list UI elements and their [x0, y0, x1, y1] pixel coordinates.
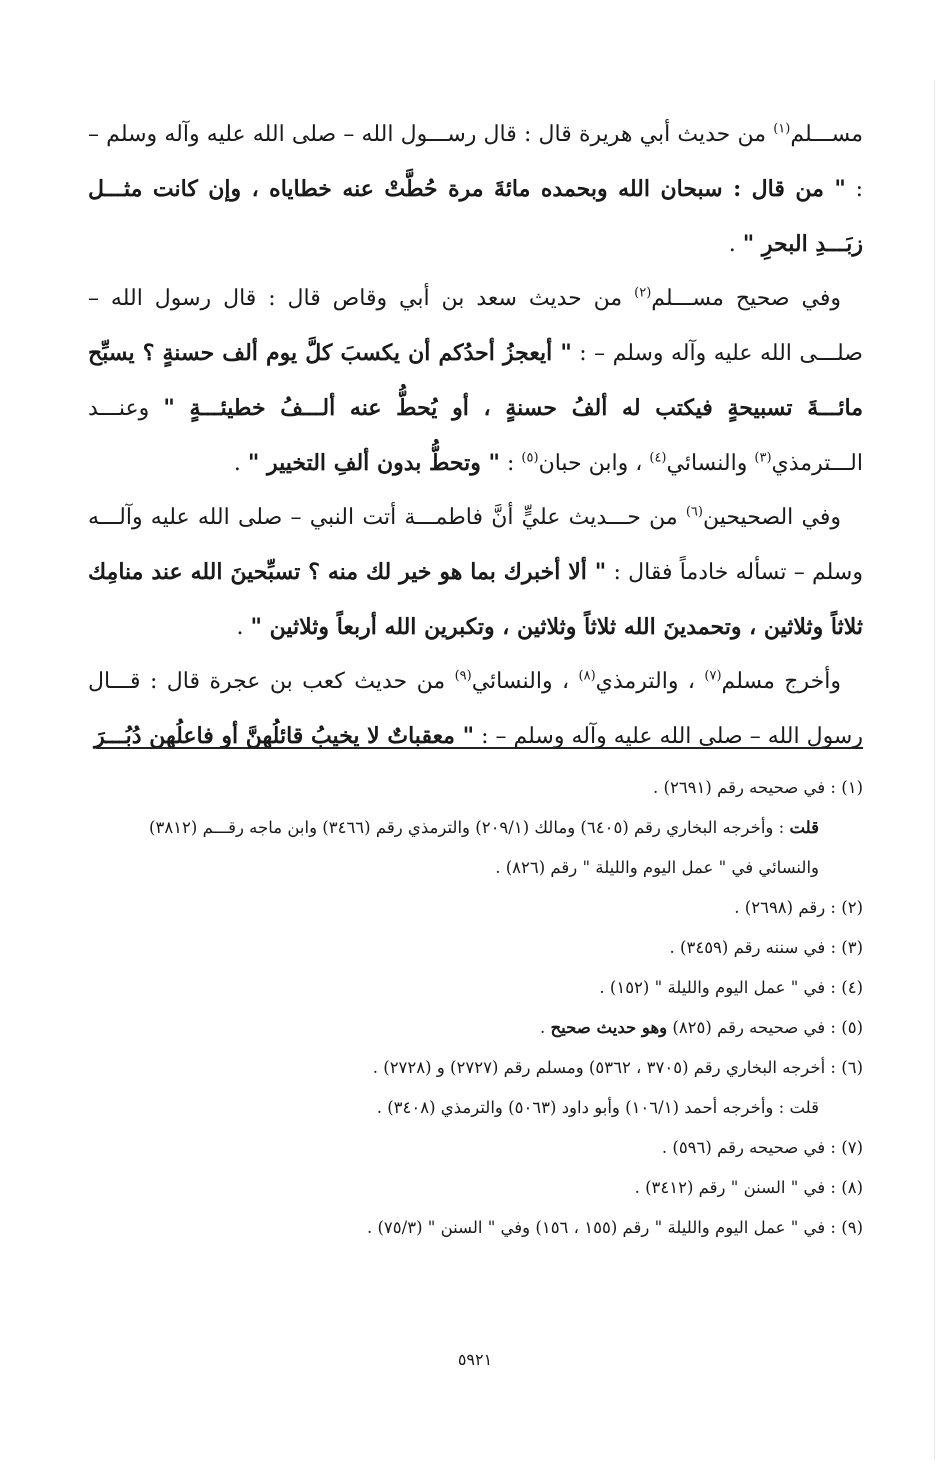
footnote-2: (٢) : رقم (٢٦٩٨) . — [734, 898, 863, 917]
footnote-ref-1: (١) — [773, 121, 791, 137]
paragraph-2: وفي صحيح مســـلم$^{(٢)}$ من حديث سعد بن أبي وقاص قال : قال رسول الله – صلـــى الله عليه وآله وسلم – : " أيعجزُ أحدُكم أن يكسبَ كلَّ يوم ألف حسنةٍ ؟ يسبِّح مائـــةَ تسبيحةٍ فيكتب له ألفُ حسنةٍ ، أو يُحطُّ عنه ألـــفُ خطيئـــةٍ " وعنـــد الـــترمذي$^{(٣)}$ والنسائي$^{(٤)}$ ، وابن حبان$^{(٥)}$ : " وتحطُّ بدون ألفِ التخيير " . — [88, 285, 863, 476]
main-text — [88, 108, 863, 764]
footnote-4: (٤) : في " عمل اليوم والليلة " (١٥٢) . — [599, 978, 863, 997]
paragraph-1: مســـلم$^{(١)}$ من حديث أبي هريرة قال : قال رســـول الله – صلى الله عليه وآله وسلم – : " من قال : سبحان الله وبحمده مائةَ مرة حُطَّتْ عنه خطاياه ، وإن كانت مثـــل زبَـــدِ البحرِ " . — [88, 121, 864, 257]
footnote-6: (٦) : أخرجه البخاري رقم (٣٧٠٥ ، ٥٣٦٢) ومسلم رقم (٢٧٢٧) و (٢٧٢٨) . — [372, 1058, 863, 1077]
footnote-9: (٩) : في " عمل اليوم والليلة " رقم (١٥٥ ، ١٥٦) وفي " السنن " (٧٥/٣) . — [366, 1218, 863, 1237]
footnote-ref-3: (٣) — [754, 450, 772, 466]
footnote-ref-6: (٦) — [685, 504, 703, 520]
hadith-quote-1: " من قال : سبحان الله وبحمده مائةَ مرة حُطَّتْ عنه خطاياه ، وإن كانت مثـــل زبَـــدِ البحرِ " — [88, 176, 863, 257]
footnote-1-note: قلت : وأخرجه البخاري رقم (٦٤٠٥) ومالك (٢٠٩/١) والترمذي رقم (٣٤٦٦) وابن ماجه رقـــم (٣٨١٢) والنسائي في " عمل اليوم والليلة " رقم (٨٢٦) . — [149, 818, 819, 877]
footnote-6-note: قلت : وأخرجه أحمد (١٠٦/١) وأبو داود (٥٠٦٣) والترمذي (٣٤٠٨) . — [376, 1098, 819, 1117]
paragraph-4: وأخرج مسلم$^{(٧)}$ ، والترمذي$^{(٨)}$ ، والنسائي$^{(٩)}$ من حديث كعب بن عجرة قال : قـــال رسول الله – صلى الله عليه وآله وسلم – : " معقباتٌ لا يخيبُ قائلُهنَّ أو فاعلُهن دُبُـــرَ — [88, 668, 863, 749]
paragraph-3: وفي الصحيحين$^{(٦)}$ من حـــديث عليٍّ أنَّ فاطمـــة أتت النبي – صلى الله عليه وآلـــه وسلم – تسأله خادماً فقال : " ألا أخبرك بما هو خير لك منه ؟ تسبِّحينَ الله عند منامِك ثلاثاً وثلاثين ، وتحمدينَ الله ثلاثاً وثلاثين ، وتكبرين الله أربعاً وثلاثين " . — [88, 504, 863, 640]
footnote-separator — [96, 747, 863, 749]
footnote-1: (١) : في صحيحه رقم (٢٦٩١) . — [653, 778, 863, 797]
footnote-ref-5: (٥) — [521, 450, 539, 466]
hadith-quote-4: " ألا أخبرك بما هو خير لك منه ؟ تسبِّحينَ الله عند منامِك ثلاثاً وثلاثين ، وتحمدينَ الله ثلاثاً وثلاثين ، وتكبرين الله أربعاً وثلاثين " — [88, 559, 863, 640]
scan-edge-line — [934, 80, 935, 1460]
hadith-quote-5: " معقباتٌ لا يخيبُ قائلُهنَّ أو فاعلُهن دُبُـــرَ — [94, 723, 475, 749]
page-number: ٥٩٢١ — [457, 1350, 493, 1369]
footnote-ref-8: (٨) — [578, 668, 596, 684]
footnote-5: (٥) : في صحيحه رقم (٨٢٥) وهو حديث صحيح . — [539, 1018, 863, 1037]
hadith-quote-3: " وتحطُّ بدون ألفِ التخيير " — [247, 450, 501, 476]
footnote-7: (٧) : في صحيحه رقم (٥٩٦) . — [661, 1138, 863, 1157]
footnote-ref-7: (٧) — [704, 668, 722, 684]
footnote-ref-9: (٩) — [454, 668, 472, 684]
footnote-8: (٨) : في " السنن " رقم (٣٤١٢) . — [634, 1178, 863, 1197]
footnote-ref-2: (٢) — [634, 285, 652, 301]
hadith-quote-2: " أيعجزُ أحدُكم أن يكسبَ كلَّ يوم ألف حسنةٍ ؟ يسبِّح مائـــةَ تسبيحةٍ فيكتب له ألفُ حسنةٍ ، أو يُحطُّ عنه ألـــفُ خطيئـــةٍ " — [88, 340, 863, 421]
footnotes — [88, 768, 863, 1248]
footnote-ref-4: (٤) — [649, 450, 667, 466]
footnote-3: (٣) : في سننه رقم (٣٤٥٩) . — [669, 938, 863, 957]
